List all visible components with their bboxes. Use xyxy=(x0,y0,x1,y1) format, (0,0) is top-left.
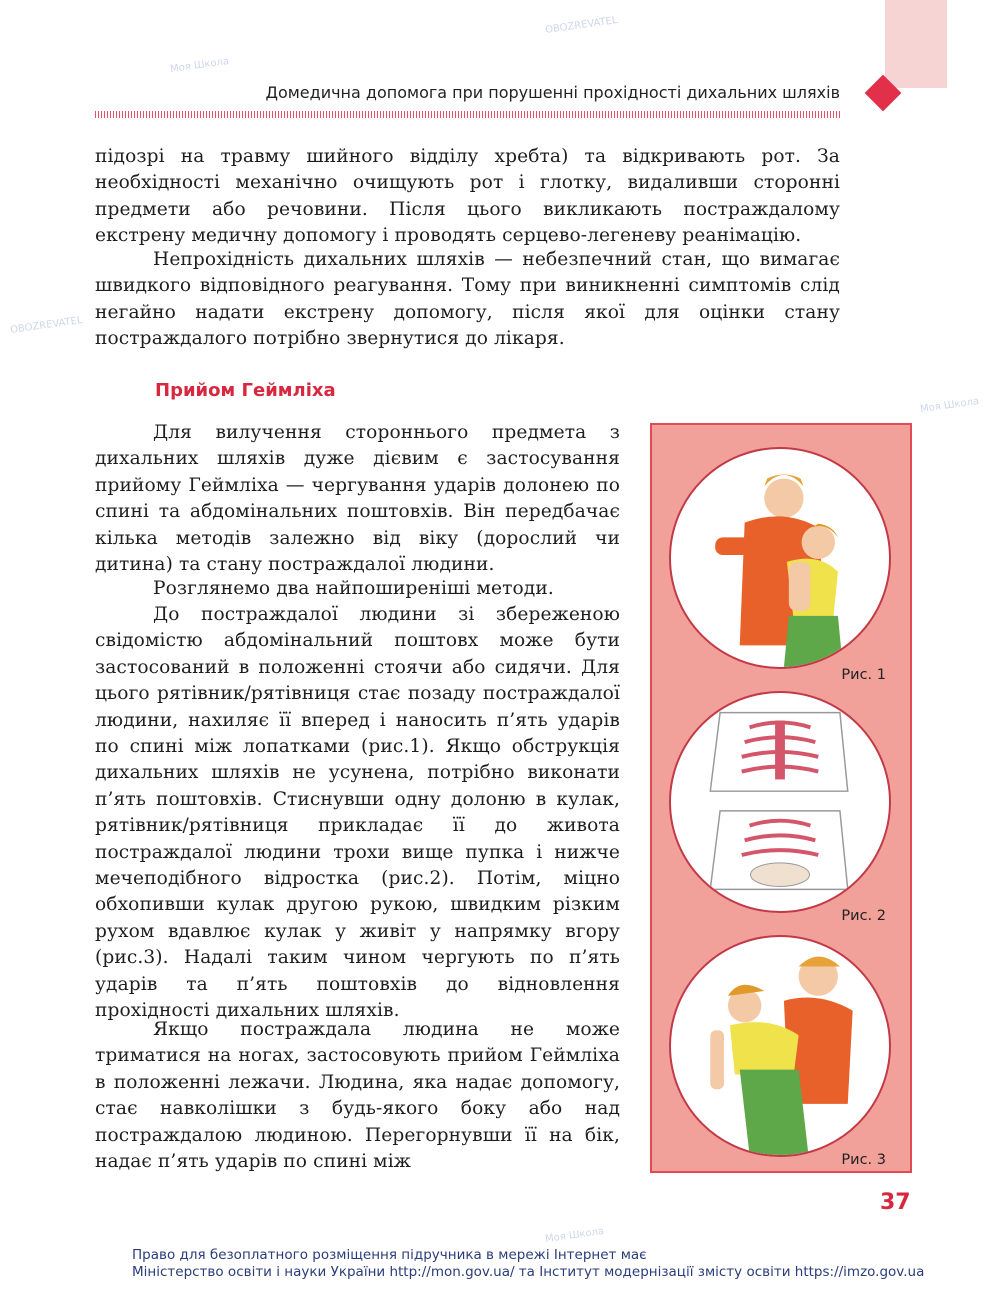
figure-1-caption: Рис. 1 xyxy=(841,667,886,683)
watermark: OBOZREVATEL xyxy=(9,314,84,337)
rescuer-back-blows-illustration xyxy=(671,449,889,667)
figure-2-caption: Рис. 2 xyxy=(841,908,886,924)
ribcage-illustration xyxy=(671,693,889,911)
watermark: Моя Школа xyxy=(544,1225,605,1246)
section-heading: Прийом Геймліха xyxy=(155,380,336,401)
running-header: Домедична допомога при порушенні прохідності дихальних шляхів xyxy=(265,83,840,102)
footer-line-2: Міністерство освіти і науки України http://mon.gov.ua/ та Інститут модернізації змісту освіти https://imzo.gov.ua xyxy=(132,1264,925,1280)
watermark: Моя Школа xyxy=(169,55,230,76)
rescuer-thrust-illustration xyxy=(671,937,889,1155)
paragraph-4: Розглянемо два найпоширеніші методи. xyxy=(153,578,554,599)
footer-line-1: Право для безоплатного розміщення підручника в мережі Інтернет має xyxy=(132,1247,647,1263)
corner-tab xyxy=(885,0,947,88)
paragraph-1: підозрі на травму шийного відділу хребта) та відкривають рот. За необхідності механічно очищують рот і глотку, видаливши сторонні предмети або речовини. Після цього викликають постраждалому екстрену медичну допомогу і проводять серцево-легеневу реанімацію. xyxy=(95,146,840,247)
page-number: 37 xyxy=(880,1190,911,1215)
paragraph-6: Якщо постраждала людина не може триматися на ногах, застосовують прийом Геймліха в положенні лежачи. Людина, яка надає допомогу, стає навколішки з будь-якого боку або над постраждалою людиною. Перегорнувши її на бік, надає п’ять ударів по спині між xyxy=(95,1019,620,1173)
paragraph-5: До постраждалої людини зі збереженою свідомістю абдомінальний поштовх може бути застосований в положенні стоячи або сидячи. Для цього рятівник/рятівниця стає позаду постраждалої людини, нахиляє її вперед і наносить п’ять ударів по спині між лопатками (рис.1). Якщо обструкція дихальних шляхів не усунена, потрібно виконати п’ять поштовхів. Стиснувши одну долоню в кулак, рятівник/рятівниця прикладає її до живота постраждалої людини трохи вище пупка і нижче мечеподібного відростка (рис.2). Потім, міцно обхопивши кулак другою рукою, швидким різким рухом вдавлює кулак у живіт у напрямку вгору (рис.3). Надалі таким чином чергують по п’ять ударів та п’ять поштовхів до відновлення прохідності дихальних шляхів. xyxy=(95,604,620,1022)
paragraph-3: Для вилучення стороннього предмета з дихальних шляхів дуже дієвим є застосування прийому Геймліха — чергування ударів долонею по спині та абдомінальних поштовхів. Він передбачає кілька методів залежно від віку (дорослий чи дитина) та стану постраждалої людини. xyxy=(95,422,620,576)
header-rule xyxy=(95,111,840,118)
paragraph-2: Непрохідність дихальних шляхів — небезпечний стан, що вимагає швидкого відповідного реагування. Тому при виникненні симптомів слід негайно надати екстрену допомогу, після якої для оцінки стану постраждалого потрібно звернутися до лікаря. xyxy=(95,249,840,350)
figure-1-back-blows xyxy=(669,447,891,669)
watermark: OBOZREVATEL xyxy=(544,14,619,37)
footer xyxy=(132,1247,924,1281)
watermark: Моя Школа xyxy=(919,395,980,416)
figure-2-hand-position xyxy=(669,691,891,913)
figure-3-caption: Рис. 3 xyxy=(841,1152,886,1168)
figure-panel xyxy=(650,423,912,1173)
figure-3-abdominal-thrust xyxy=(669,935,891,1157)
